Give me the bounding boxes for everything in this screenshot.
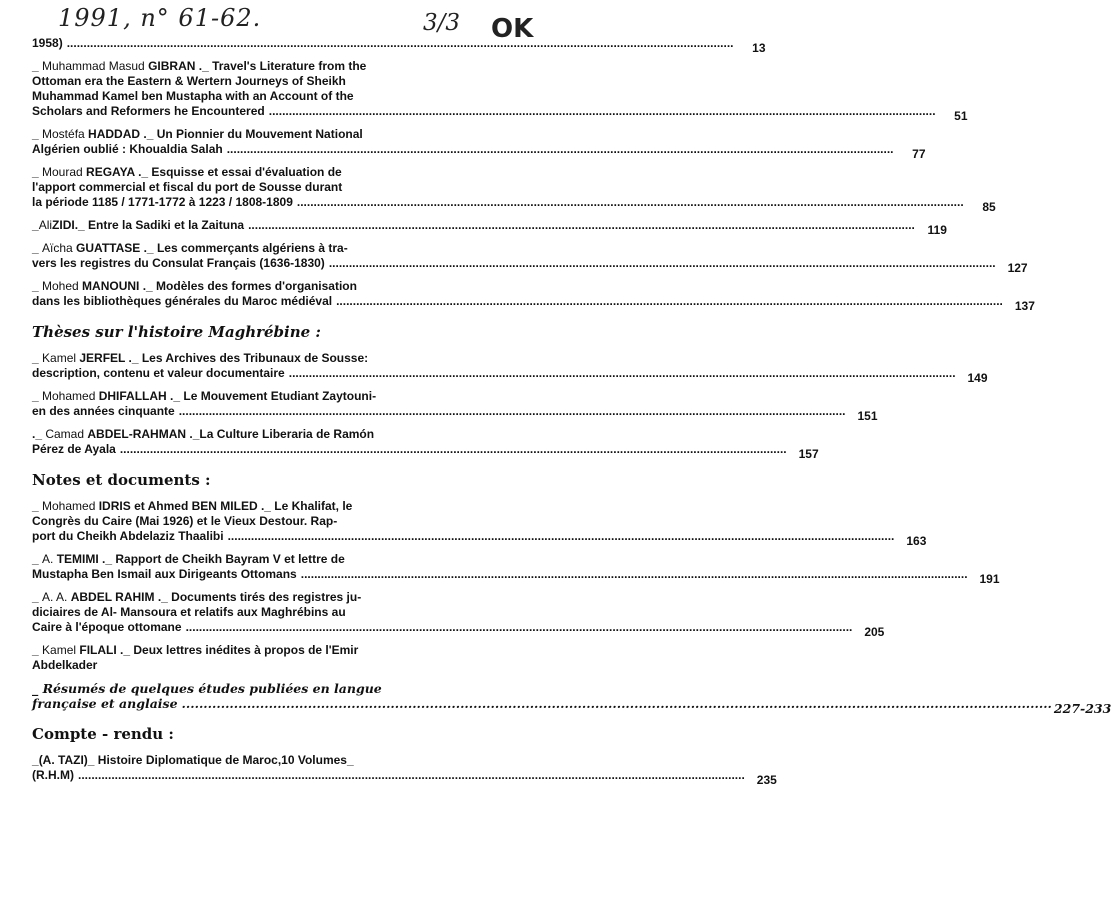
page-number: 13 — [752, 41, 766, 55]
entry-title: dans les bibliothèques générales du Maroc médiéval — [32, 294, 333, 308]
dot-leader: ........................................................................................................................................................................................................ — [300, 567, 968, 581]
entry-title: Abdelkader — [32, 658, 98, 672]
author-given-name: A. — [42, 552, 57, 566]
author-given-name: Mohamed — [42, 389, 99, 403]
dot-leader: ........................................................................................................................................................................................................ — [181, 696, 1052, 711]
entry-title: ._ Modèles des formes d'organisation — [139, 279, 357, 293]
dot-leader: ........................................................................................................................................................................................................ — [185, 620, 853, 634]
toc-entry — [32, 681, 1111, 716]
page-number: 227-233 — [1053, 701, 1111, 716]
dot-leader: ........................................................................................................................................................................................................ — [178, 404, 846, 418]
author-surname: IDRIS — [98, 499, 131, 513]
entry-title: _ Histoire Diplomatique de Maroc,10 Volumes_ — [87, 753, 354, 767]
dot-leader: ........................................................................................................................................................................................................ — [268, 104, 936, 118]
author-given-name: Mohed — [42, 279, 83, 293]
entry-title: ._ Un Pionnier du Mouvement National — [140, 127, 363, 141]
entry-prefix: _ — [32, 753, 39, 767]
dot-leader: ........................................................................................................................................................................................................ — [78, 768, 745, 782]
page-number: 85 — [982, 200, 996, 214]
toc-entry — [32, 59, 968, 123]
author-surname: ZIDI — [52, 218, 75, 232]
author-given-name: Muhammad Masud — [42, 59, 149, 73]
section-heading: Thèses sur l'histoire Maghrébine : — [32, 323, 321, 341]
entry-title: ._ Esquisse et essai d'évaluation de — [134, 165, 342, 179]
entry-prefix: _ — [32, 552, 43, 566]
entry-prefix: _ — [32, 389, 43, 403]
entry-title: française et anglaise — [32, 696, 178, 711]
entry-title: Pérez de Ayala — [32, 442, 116, 456]
author-surname: REGAYA — [86, 165, 135, 179]
dot-leader: ........................................................................................................................................................................................................ — [119, 442, 787, 456]
entry-title: l'apport commercial et fiscal du port de Sousse durant — [32, 180, 343, 194]
entry-title: ._ Entre la Sadiki et la Zaituna — [74, 218, 245, 232]
entry-title: (R.H.M) — [32, 768, 74, 782]
entry-prefix: _ — [32, 127, 43, 141]
entry-title: Résumés de quelques études publiées en langue — [42, 681, 382, 696]
entry-prefix: _ — [32, 218, 39, 232]
handwritten-page-count: 3/3 — [423, 10, 461, 36]
entry-prefix: _ — [32, 351, 43, 365]
toc-entry — [32, 127, 926, 161]
entry-title: ._ Rapport de Cheikh Bayram V et lettre de — [98, 552, 345, 566]
toc-entry — [32, 552, 1000, 586]
author-surname: GIBRAN — [148, 59, 196, 73]
toc-entry — [32, 499, 927, 548]
entry-title: ._ Travel's Literature from the — [195, 59, 367, 73]
toc-entry — [32, 643, 540, 673]
dot-leader: ........................................................................................................................................................................................................ — [296, 195, 964, 209]
entry-prefix: _ — [32, 590, 43, 604]
entry-title: ._ Les Archives des Tribunaux de Sousse: — [125, 351, 369, 365]
entry-title: Congrès du Caire (Mai 1926) et le Vieux Destour. Rap- — [32, 514, 338, 528]
entry-title: Caire à l'époque ottomane — [32, 620, 182, 634]
entry-prefix: _ — [32, 643, 43, 657]
author-given-name: Mourad — [42, 165, 87, 179]
entry-title: Mustapha Ben Ismail aux Dirigeants Ottomans — [32, 567, 297, 581]
toc-entry — [32, 218, 947, 237]
toc-entry — [32, 590, 885, 639]
author-surname: HADDAD — [88, 127, 141, 141]
entry-prefix: ._ — [32, 427, 46, 441]
page-number: 235 — [756, 773, 777, 787]
toc-entry — [32, 753, 777, 787]
section-heading: Compte - rendu : — [32, 725, 174, 743]
author-surname: FILALI — [79, 643, 117, 657]
page-number: 77 — [912, 147, 926, 161]
toc-entry — [32, 389, 878, 423]
entry-prefix: _ — [32, 165, 43, 179]
entry-title: ._ Deux lettres inédites à propos de l'Emir — [116, 643, 359, 657]
handwritten-ok-mark: OK — [491, 14, 534, 44]
page-number: 157 — [798, 447, 819, 461]
dot-leader: ........................................................................................................................................................................................................ — [248, 218, 915, 232]
entry-title: port du Cheikh Abdelaziz Thaalibi — [32, 529, 224, 543]
entry-prefix: _ — [32, 499, 43, 513]
author-given-name: Mostéfa — [42, 127, 89, 141]
page-number: 149 — [967, 371, 988, 385]
author-surname: ABDEL-RAHMAN — [87, 427, 187, 441]
toc-entry — [32, 427, 819, 461]
toc-entry — [32, 351, 988, 385]
page-number: 137 — [1014, 299, 1035, 313]
entry-title: Ottoman era the Eastern & Wertern Journeys of Sheikh — [32, 74, 346, 88]
entry-title: ._ Documents tirés des registres ju- — [154, 590, 362, 604]
author-given-name: A. A. — [42, 590, 71, 604]
dot-leader: ........................................................................................................................................................................................................ — [328, 256, 996, 270]
entry-prefix: _ — [32, 59, 43, 73]
entry-title: en des années cinquante — [32, 404, 175, 418]
author-given-name: Kamel — [42, 643, 80, 657]
toc-entry — [32, 279, 1035, 313]
table-of-contents — [32, 36, 1111, 791]
author-given-name: Aïcha — [42, 241, 77, 255]
toc-entry-continued — [32, 36, 766, 55]
page-number: 191 — [979, 572, 1000, 586]
page-number: 127 — [1007, 261, 1028, 275]
dot-leader: ........................................................................................................................................................................................................ — [226, 142, 894, 156]
entry-title: vers les registres du Consulat Français (1636-1830) — [32, 256, 325, 270]
author-surname: JERFEL — [79, 351, 126, 365]
page-number: 119 — [927, 223, 947, 237]
page-number: 151 — [857, 409, 878, 423]
page-number: 163 — [906, 534, 927, 548]
toc-entry — [32, 165, 996, 214]
handwritten-issue-note: 1991, n° 61-62. — [58, 4, 262, 32]
entry-title: ._La Culture Liberaria de Ramón — [186, 427, 375, 441]
author-surname: (A. TAZI) — [38, 753, 88, 767]
author-given-name: Camad — [45, 427, 88, 441]
dot-leader: ........................................................................................................................................................................................................ — [288, 366, 956, 380]
entry-title: ._ Le Mouvement Etudiant Zaytouni- — [166, 389, 377, 403]
entry-prefix: _ — [32, 241, 43, 255]
entry-title: Algérien oublié : Khoualdia Salah — [32, 142, 223, 156]
entry-title: diciaires de Al- Mansoura et relatifs aux Maghrébins au — [32, 605, 346, 619]
section-heading: Notes et documents : — [32, 471, 211, 489]
entry-title: Muhammad Kamel ben Mustapha with an Account of the — [32, 89, 354, 103]
entry-prefix: _ — [32, 681, 43, 696]
author-surname: ABDEL RAHIM — [70, 590, 155, 604]
entry-title: la période 1185 / 1771-1772 à 1223 / 1808-1809 — [32, 195, 293, 209]
dot-leader: ........................................................................................................................................................................................................ — [227, 529, 895, 543]
page-number: 205 — [864, 625, 885, 639]
entry-title: description, contenu et valeur documentaire — [32, 366, 285, 380]
author-given-name: Ali — [38, 218, 53, 232]
author-surname: MANOUNI — [82, 279, 140, 293]
entry-prefix: _ — [32, 279, 43, 293]
author-surname: DHIFALLAH — [98, 389, 167, 403]
dot-leader: ........................................................................................................................................................................................................ — [66, 36, 734, 50]
dot-leader: ........................................................................................................................................................................................................ — [336, 294, 1003, 308]
author-given-name: Kamel — [42, 351, 80, 365]
entry-title: ._ Les commerçants algériens à tra- — [140, 241, 348, 255]
entry-title: 1958) — [32, 36, 63, 50]
entry-title: Scholars and Reformers he Encountered — [32, 104, 265, 118]
page-number: 51 — [954, 109, 968, 123]
author-surname: TEMIMI — [56, 552, 99, 566]
author-surname: GUATTASE — [76, 241, 141, 255]
entry-title: et Ahmed BEN MILED ._ Le Khalifat, le — [130, 499, 353, 513]
author-given-name: Mohamed — [42, 499, 99, 513]
toc-entry — [32, 241, 1028, 275]
